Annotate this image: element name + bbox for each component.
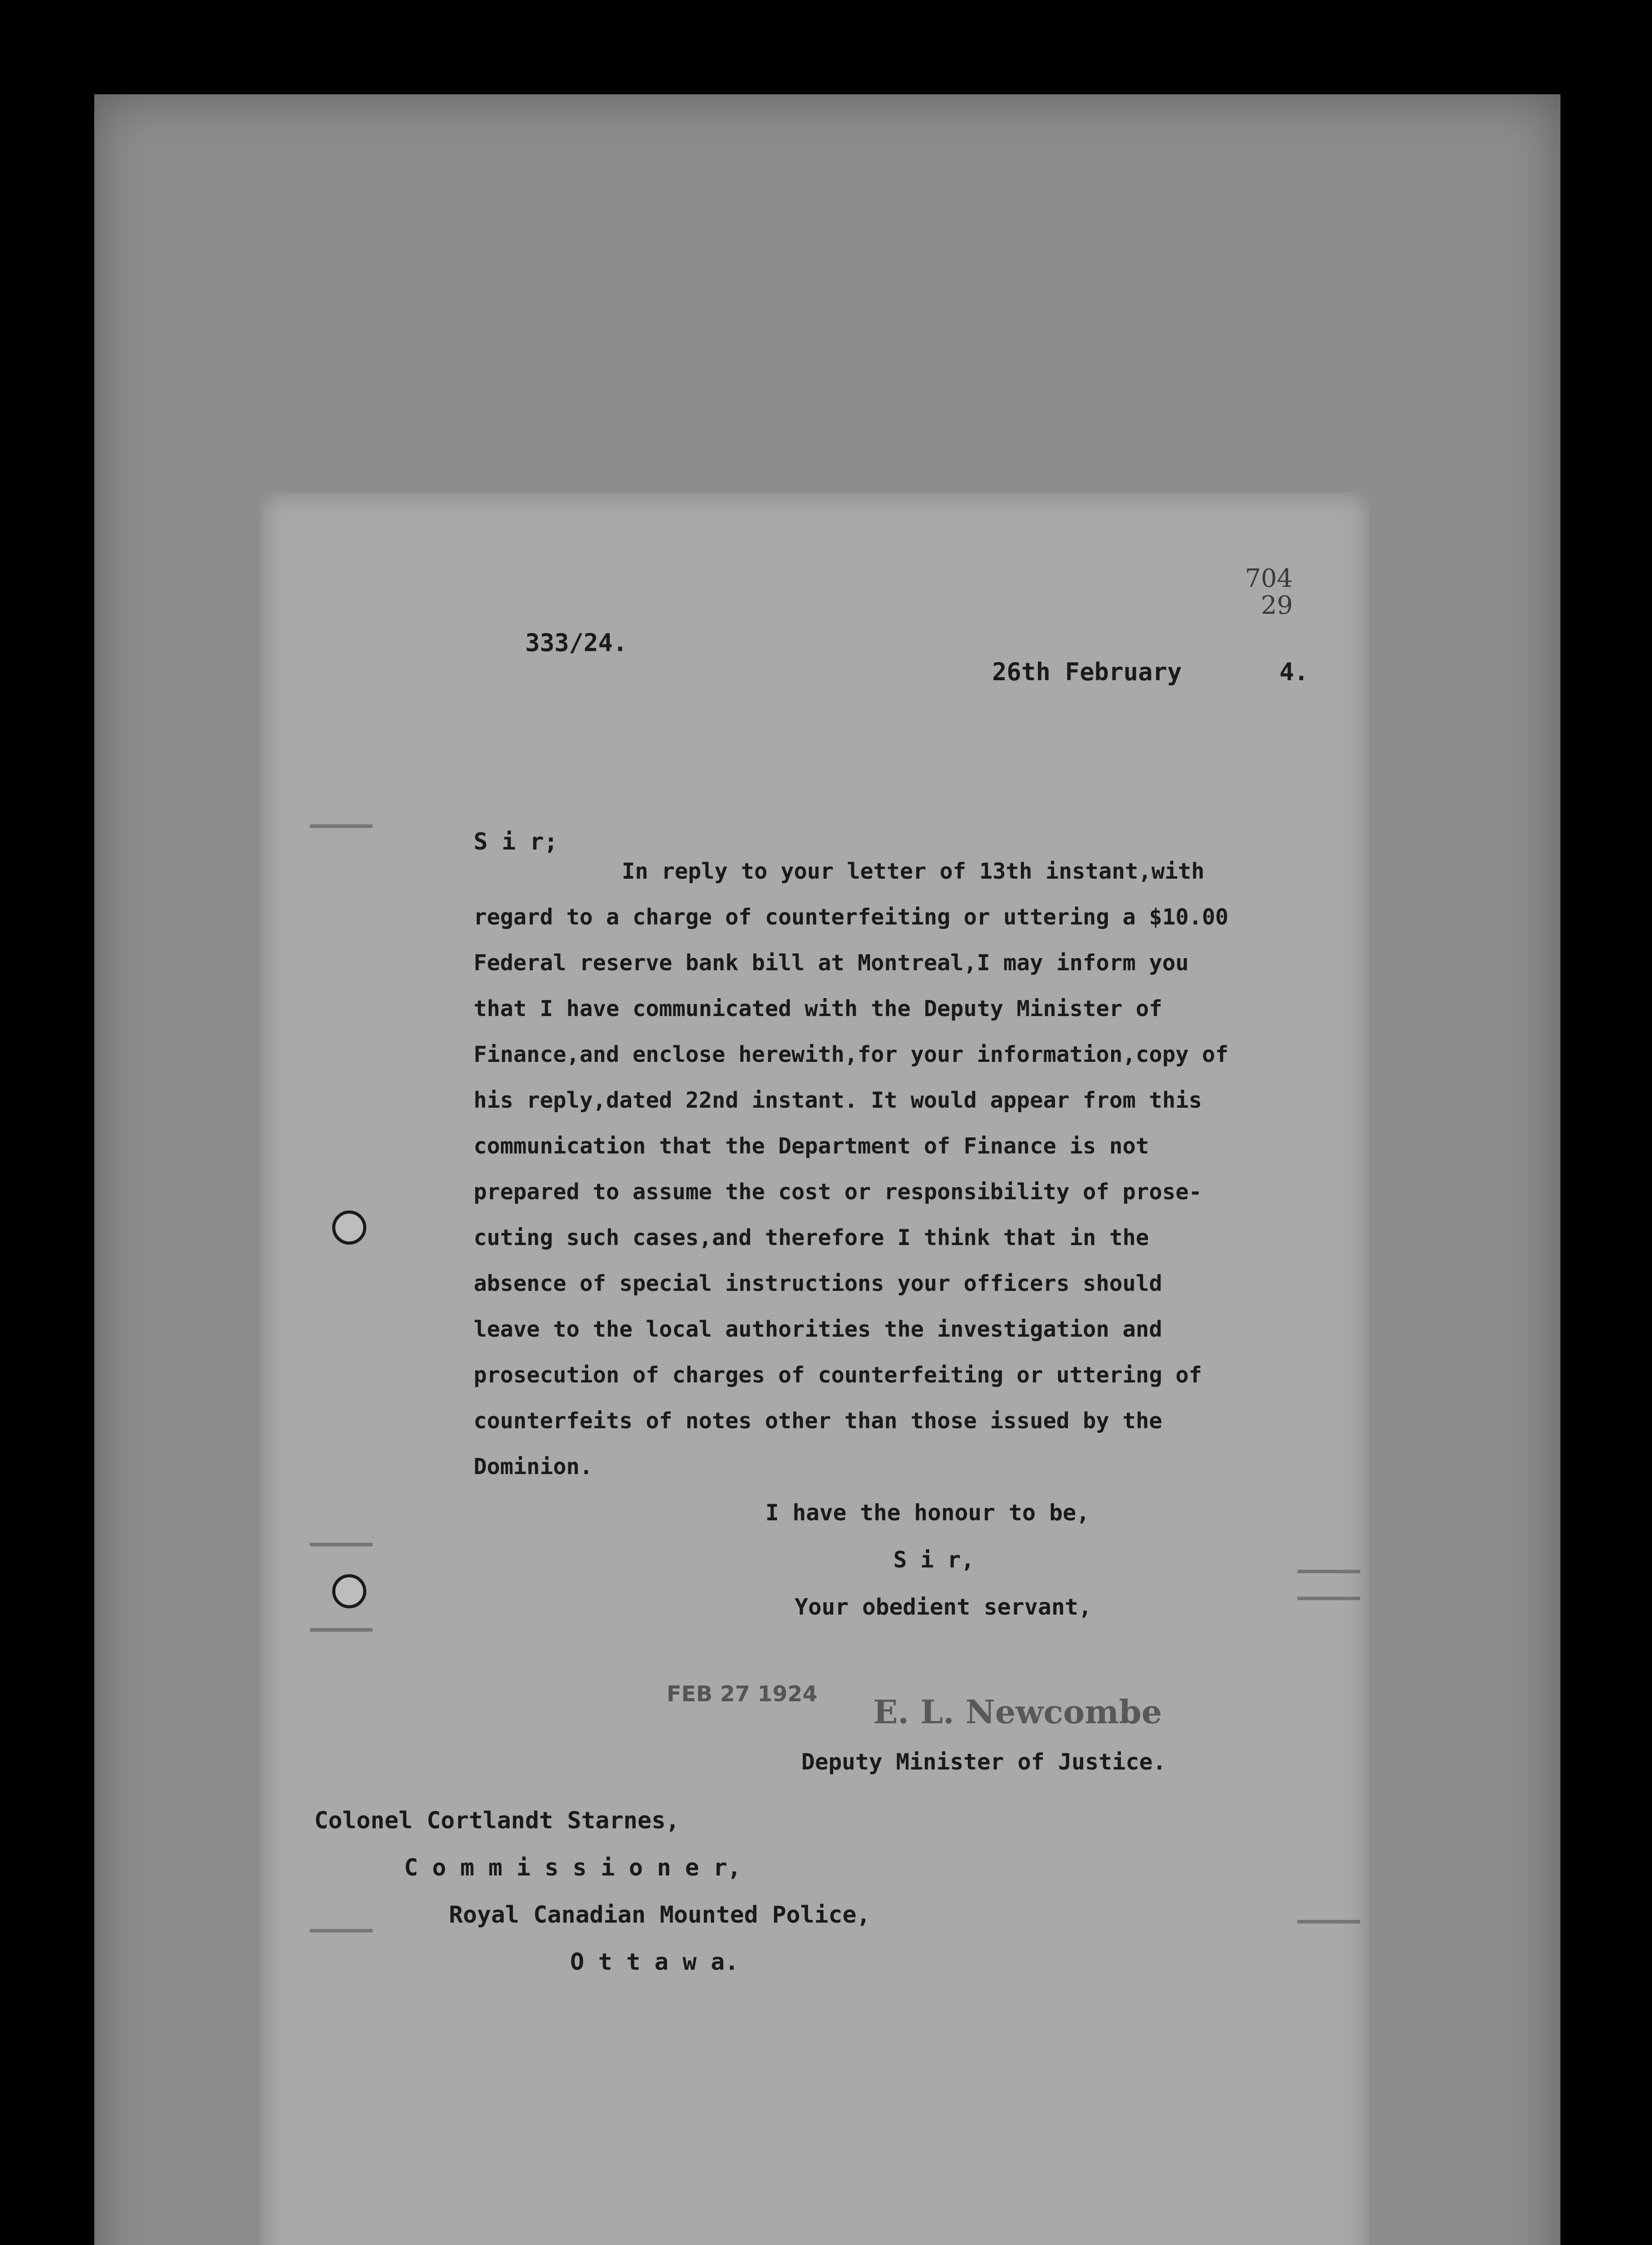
body-line: Finance,and enclose herewith,for your information,copy of [474, 1042, 1229, 1067]
punch-hole-bottom [332, 1574, 366, 1608]
body-line: communication that the Department of Finance is not [474, 1133, 1149, 1159]
addressee-city: O t t a w a. [570, 1949, 739, 1976]
addressee-organization: Royal Canadian Mounted Police, [449, 1902, 871, 1928]
addressee-name: Colonel Cortlandt Starnes, [314, 1807, 680, 1834]
signature-stamp: E. L. Newcombe [873, 1693, 1162, 1731]
salutation: S i r; [474, 828, 558, 855]
body-line: prepared to assume the cost or responsibility of prose- [474, 1179, 1202, 1205]
addressee-title: C o m m i s s i o n e r, [404, 1854, 742, 1881]
body-line: Dominion. [474, 1454, 593, 1479]
body-line: cuting such cases,and therefore I think that in the [474, 1225, 1149, 1250]
received-date-stamp: FEB 27 1924 [667, 1682, 817, 1707]
body-line: Federal reserve bank bill at Montreal,I may inform you [474, 950, 1189, 976]
margin-mark [1297, 1570, 1360, 1573]
margin-mark [1297, 1597, 1360, 1600]
file-reference: 333/24. [525, 629, 628, 657]
margin-mark [310, 1628, 373, 1632]
closing-servant: Your obedient servant, [795, 1594, 1092, 1620]
body-line: absence of special instructions your officers should [474, 1271, 1163, 1296]
margin-mark [310, 824, 373, 828]
letter-date-year: 4. [1279, 658, 1309, 686]
body-line: prosecution of charges of counterfeiting or uttering of [474, 1362, 1202, 1388]
body-line: In reply to your letter of 13th instant,with [622, 858, 1205, 884]
letter-body [474, 849, 1371, 1490]
folio-number-bottom: 29 [1261, 591, 1293, 620]
margin-mark [310, 1543, 373, 1546]
body-line: that I have communicated with the Deputy Minister of [474, 996, 1163, 1021]
body-line: regard to a charge of counterfeiting or uttering a $10.00 [474, 904, 1229, 930]
folio-number-top: 704 [1245, 564, 1293, 593]
body-line: his reply,dated 22nd instant. It would appear from this [474, 1087, 1202, 1113]
closing-line: I have the honour to be, [765, 1500, 1090, 1526]
letter-date: 26th February [992, 658, 1182, 686]
body-line: leave to the local authorities the investigation and [474, 1316, 1163, 1342]
closing-sir: S i r, [893, 1547, 975, 1573]
signer-title: Deputy Minister of Justice. [801, 1749, 1166, 1775]
punch-hole-top [332, 1211, 366, 1245]
margin-mark [310, 1929, 373, 1932]
margin-mark [1297, 1920, 1360, 1924]
body-line: counterfeits of notes other than those issued by the [474, 1408, 1163, 1434]
